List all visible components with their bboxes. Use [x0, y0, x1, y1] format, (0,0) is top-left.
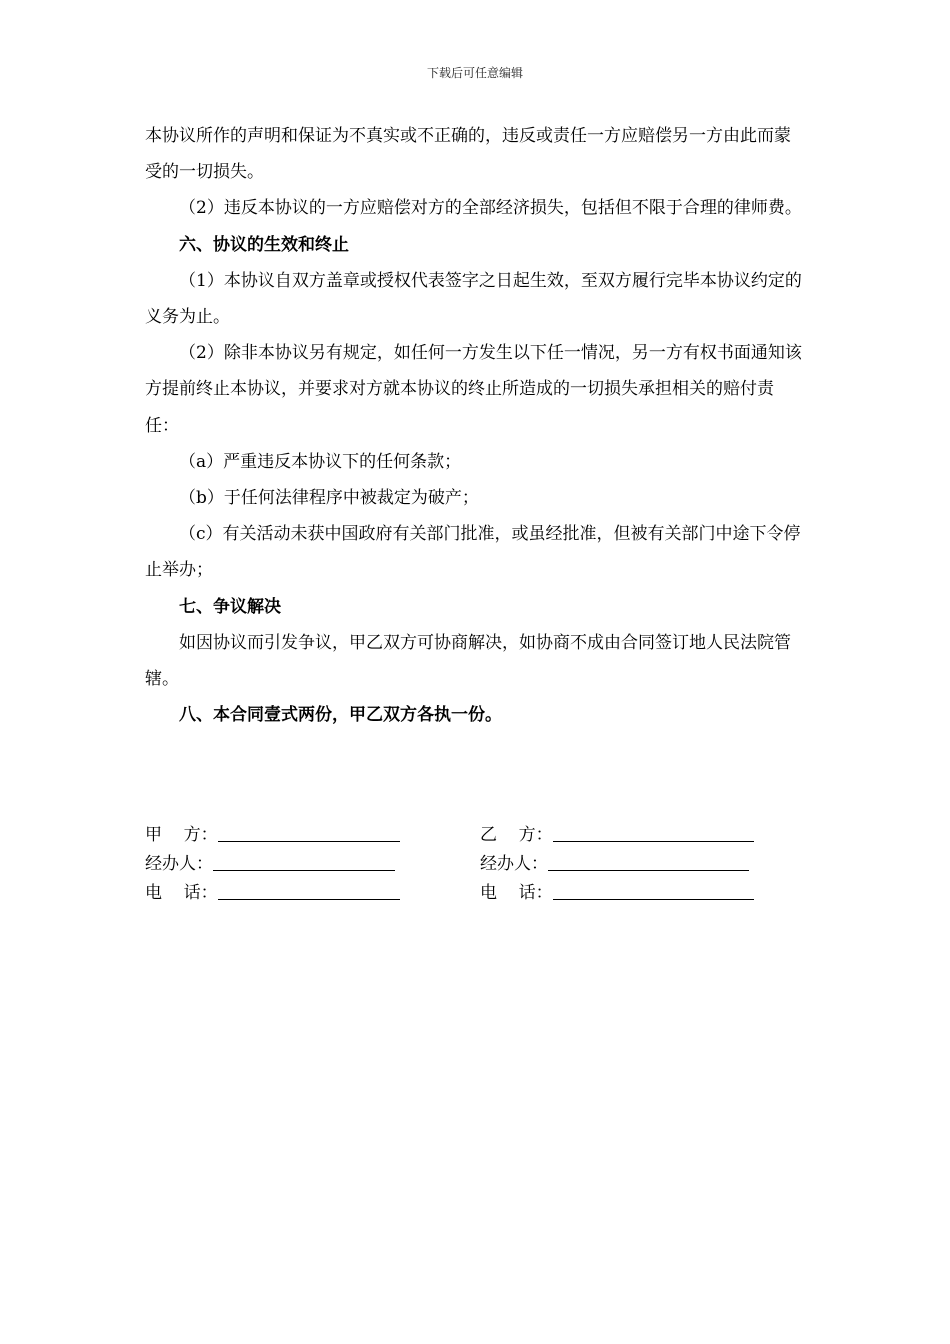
signature-row	[145, 845, 754, 874]
paragraph-clause: 如因协议而引发争议，甲乙双方可协商解决，如协商不成由合同签订地人民法院管辖。	[145, 632, 791, 690]
paragraph-clause: （1）本协议自双方盖章或授权代表签字之日起生效，至双方履行完毕本协议约定的义务为止。	[145, 270, 802, 328]
paragraph-continuation: 本协议所作的声明和保证为不真实或不正确的，违反或责任一方应赔偿另一方由此而蒙受的一切损失。	[145, 126, 791, 183]
section-heading: 八、本合同壹式两份，甲乙双方各执一份。	[179, 705, 502, 726]
document-body	[145, 118, 807, 733]
page-header: 下载后可任意编辑	[426, 66, 523, 80]
signature-block	[145, 816, 754, 903]
section-heading: 七、争议解决	[179, 596, 281, 617]
phone-a-field	[145, 878, 480, 903]
phone-a-label: 电 话：	[145, 883, 218, 903]
signature-row	[145, 816, 754, 845]
agent-b-blank	[548, 869, 749, 871]
section-heading: 六、协议的生效和终止	[179, 234, 349, 255]
list-item: （a）严重违反本协议下的任何条款；	[179, 451, 462, 472]
list-item: （b）于任何法律程序中被裁定为破产；	[179, 488, 479, 509]
party-a-field	[145, 820, 480, 845]
signature-row	[145, 874, 754, 903]
party-a-blank	[218, 840, 400, 842]
party-a-label: 甲 方：	[145, 825, 218, 845]
party-b-field	[480, 820, 754, 845]
phone-a-blank	[218, 898, 400, 900]
paragraph-clause: （2）违反本协议的一方应赔偿对方的全部经济损失，包括但不限于合理的律师费。	[179, 198, 802, 219]
agent-a-label: 经办人：	[145, 854, 213, 874]
party-b-blank	[553, 840, 754, 842]
agent-b-field	[480, 849, 749, 874]
agent-a-field	[145, 849, 480, 874]
agent-a-blank	[213, 869, 395, 871]
list-item: （c）有关活动未获中国政府有关部门批准，或虽经批准，但被有关部门中途下令停止举办；	[145, 524, 801, 581]
agent-b-label: 经办人：	[480, 854, 548, 874]
phone-b-field	[480, 878, 754, 903]
paragraph-clause: （2）除非本协议另有规定，如任何一方发生以下任一情况，另一方有权书面通知该方提前终止本协议，并要求对方就本协议的终止所造成的一切损失承担相关的赔付责任：	[145, 343, 802, 436]
phone-b-label: 电 话：	[480, 883, 553, 903]
party-b-label: 乙 方：	[480, 825, 553, 845]
phone-b-blank	[553, 898, 754, 900]
